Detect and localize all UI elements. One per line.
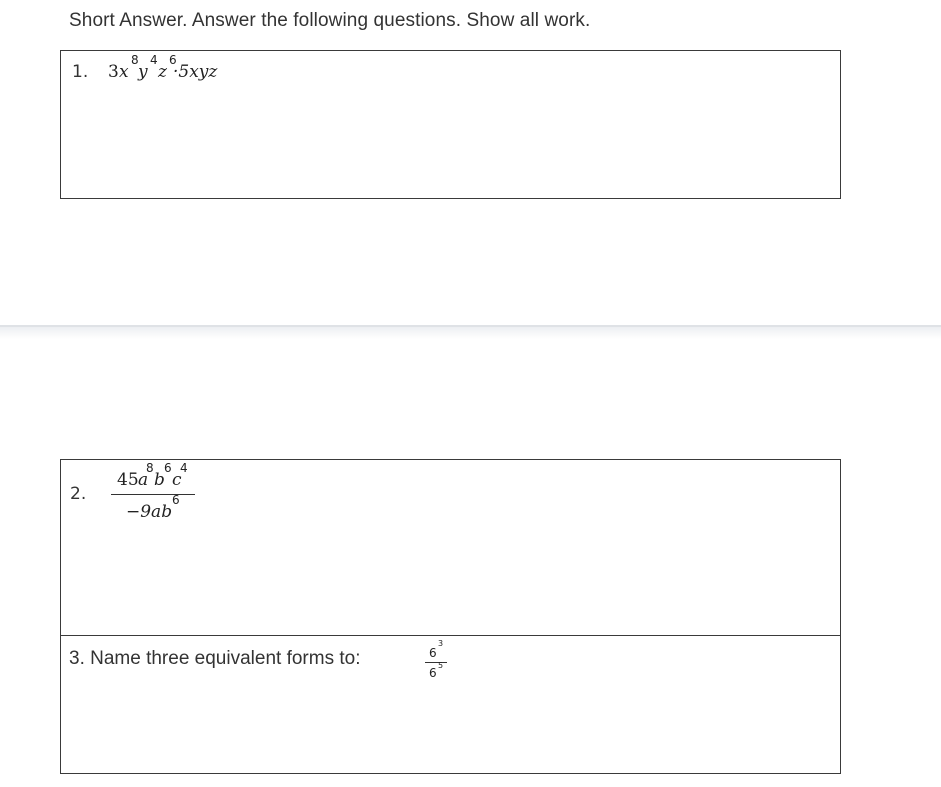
q1-exp-x: 8 (131, 53, 139, 67)
answer-box-3[interactable] (60, 635, 841, 774)
q2-var-b: b (154, 470, 165, 490)
q2-fraction-bar (111, 494, 195, 495)
q2-exp-c: 4 (180, 461, 188, 475)
q2-exp-den: 6 (172, 493, 180, 507)
instructions-heading: Short Answer. Answer the following questions. Show all work. (69, 10, 591, 31)
q2-den-text: −9ab (126, 502, 173, 522)
q2-coef: 45 (117, 470, 139, 490)
question-3-fraction (425, 640, 447, 684)
q2-var-a: a (138, 470, 149, 490)
question-3-text: 3. Name three equivalent forms to: (69, 648, 361, 669)
question-number-1: 1. (72, 62, 89, 82)
q3-fraction-bar (425, 662, 447, 663)
question-2-fraction (111, 461, 195, 524)
q3-den-exp: 5 (438, 661, 444, 670)
q3-den-base: 6 (429, 666, 437, 680)
q2-var-c: c (172, 470, 182, 490)
q3-num-base: 6 (429, 646, 437, 660)
answer-box-2[interactable] (60, 459, 841, 637)
answer-box-1[interactable] (60, 50, 841, 199)
page-separator-line (0, 325, 941, 327)
q1-var-z: z (158, 62, 167, 82)
q1-var-y: y (138, 62, 148, 82)
q2-exp-a: 8 (146, 461, 154, 475)
question-number-2: 2. (70, 484, 87, 504)
q3-num-exp: 3 (438, 639, 444, 648)
q1-exp-y: 4 (150, 53, 158, 67)
q1-tail: ·5xyz (173, 62, 218, 82)
q1-var-x: x (119, 62, 129, 82)
page-separator (0, 325, 941, 339)
q1-exp-z: 6 (169, 53, 177, 67)
q1-coef: 3 (108, 62, 119, 82)
q2-exp-b: 6 (164, 461, 172, 475)
